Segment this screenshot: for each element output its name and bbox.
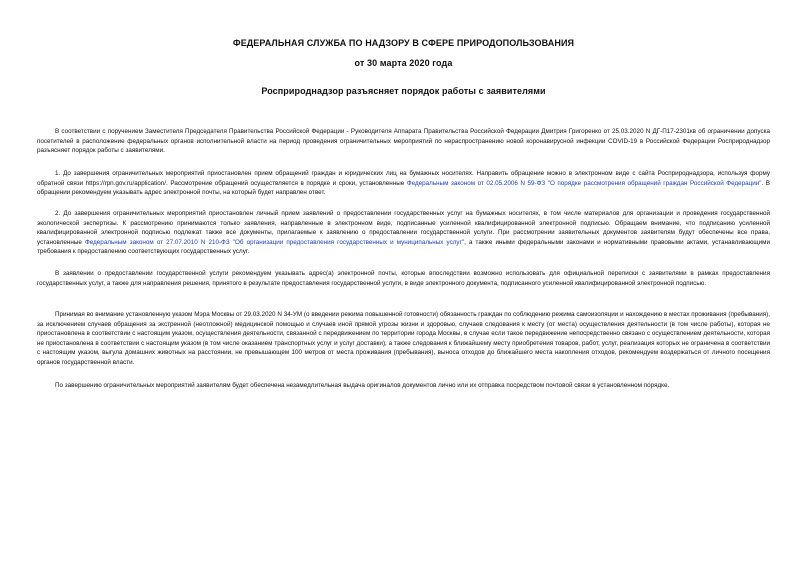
- paragraph-conclusion: По завершению ограничительных мероприятий заявителям будет обеспечена незамедлительная выдача оригиналов документов лично или их отправка посредством почтовой связи в установленном порядке.: [55, 382, 670, 389]
- law-link-59-fz[interactable]: Федеральным законом от 02.05.2006 N 59-ФЗ "О порядке рассмотрения обращений граждан Российской Федерации": [406, 179, 762, 187]
- paragraph-item-2: [37, 209, 770, 257]
- agency-heading: ФЕДЕРАЛЬНАЯ СЛУЖБА ПО НАДЗОРУ В СФЕРЕ ПРИРОДОПОЛЬЗОВАНИЯ: [232, 38, 575, 48]
- paragraph-text: . В обращении рекомендуем указывать адрес электронной почты, на который будет направлен ответ.: [37, 179, 770, 197]
- paragraph-moscow-decree: Принимая во внимание установленную указом Мэра Москвы от 29.03.2020 N 34-УМ (о введении режима повышенной готовности) обязанность граждан по соблюдению режима самоизоляции и нахождению в местах проживания (пребывания), за исключением случаев обращения за экстренной (неотложной) медицинской помощью и случаев иной прямой угрозы жизни и здоровью, случаев следования к месту (от места) осуществления деятельности (в том числе работы), которая не приостановлена в соответствии с настоящим указом, осуществления деятельности, связанной с передвижением по территории города Москвы, в случае если такое передвижение непосредственно связано с осуществлением деятельности, которая не приостановлена в соответствии с настоящим указом (в том числе оказанием транспортных услуг и услуг доставки), а также следования к ближайшему месту приобретения товаров, работ, услуг, реализация которых не ограничена в соответствии с настоящим указом, выгула домашних животных на расстоянии, не превышающем 100 метров от места проживания (пребывания), выноса отходов до ближайшего места накопления отходов, рекомендуем воздержаться от личного посещения органов государственной власти.: [37, 311, 770, 366]
- paragraph-item-1: [37, 169, 770, 198]
- law-link-210-fz[interactable]: Федеральным законом от 27.07.2010 N 210-ФЗ "Об организации предоставления государственных и муниципальных услуг": [84, 238, 465, 246]
- document-title: Росприроднадзор разъясняет порядок работы с заявителями: [261, 86, 546, 96]
- paragraph-email-recommendation: В заявлении о предоставлении государственной услуги рекомендуем указывать адрес(а) электронной почты, которые впоследствии возможно использовать для официальной переписки с заявителями в рамках предоставления государственных услуг, а также для направления решения, принятого в результате предоставления государственной услуги, в виде электронного документа, подписанного усиленной квалифицированной электронной подписью.: [37, 270, 770, 287]
- paragraph-text: , а также иными федеральными законами и нормативными правовыми актами, устанавливающими требования к предоставлению соответствующих государственных услуг.: [37, 238, 770, 256]
- paragraph-text: 2. До завершения ограничительных мероприятий приостановлен личный прием заявлений о предоставлении государственных услуг на бумажных носителях, в том числе материалов для организации и проведения государственной экологической экспертизы. К рассмотрению принимаются только заявления, направленные в электронном виде, подписанные усиленной квалифицированной электронной подписью. Обращаем внимание, что подписанию усиленной квалифицированной электронной подписью подлежат также все документы, прилагаемые к заявлению о предоставлении государственной услуги. При рассмотрении заявительных документов заявителям будут обеспечены все права, установленные: [37, 210, 770, 246]
- date-heading: от 30 марта 2020 года: [354, 58, 453, 68]
- paragraph-text: 1. До завершения ограничительных мероприятий приостановлен прием обращений граждан и юридических лиц на бумажных носителях. Направить обращение можно в электронном виде с сайта Росприроднадзора, используя форму обратной связи https://rpn.gov.ru/application/. Рассмотрение обращений осуществляется в порядке и сроки, установленные: [37, 170, 770, 187]
- paragraph-intro: В соответствии с поручением Заместителя Председателя Правительства Российской Федерации - Руководителя Аппарата Правительства Российской Федерации Дмитрия Григоренко от 25.03.2020 N ДГ-П17-2301кв об ограничении допуска посетителей в расположение федеральных органов исполнительной власти на период проведения ограничительных мероприятий по нераспространению новой коронавирусной инфекции COVID-19 в Российской Федерации Росприроднадзор разъясняет порядок работы с заявителями.: [37, 128, 770, 155]
